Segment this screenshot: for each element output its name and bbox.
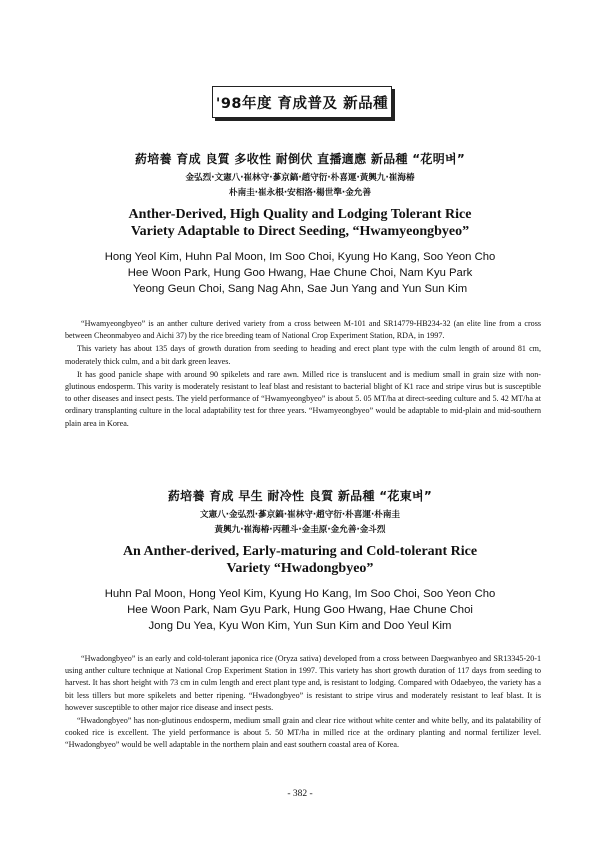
abstract-paragraph: “Hwamyeongbyeo” is an anther culture derived variety from a cross between M-101 and SR14779-HB234-32 (an elite line from a cross between Cheonmabyeo and Aichi 37) by the rice breeding team of National Crop Experiment Station, RDA, in 1997. <box>65 319 541 341</box>
cjk-author-line: 文憲八·金弘烈·蔘京鎬·崔林守·趙守衍·朴喜運·朴南圭 <box>199 510 401 520</box>
cjk-author-line: 黃興九·崔海椿·丙種斗·金圭原·金允善·金斗烈 <box>214 525 386 535</box>
english-title-line: An Anther-derived, Early-maturing and Cold-tolerant Rice <box>122 544 478 559</box>
cjk-author-line: 朴南圭·崔永根·安相洛·楊世準·金允善 <box>229 188 371 198</box>
english-title-line: Anther-Derived, High Quality and Lodging Tolerant Rice <box>128 207 472 222</box>
page-number: - 382 - <box>287 789 313 799</box>
article-1-abstract <box>65 318 541 431</box>
author-line: Hee Woon Park, Nam Gyu Park, Hung Goo Hwang, Hae Chune Choi <box>127 604 473 616</box>
article-2-header <box>0 487 600 634</box>
article-1-english-title <box>0 206 600 240</box>
page-title: '98年度 育成普及 新品種 <box>212 86 392 118</box>
author-line: Jong Du Yea, Kyu Won Kim, Yun Sun Kim and Doo Yeul Kim <box>148 620 452 632</box>
abstract-paragraph: “Hwadongbyeo” is an early and cold-tolerant japonica rice (Oryza sativa) developed from a cross between Daegwanbyeo and SR13345-20-1 using anther culture technique at National Crop Experiment Station in 1997. This variety has short growth duration of 117 days from seeding to harvest. It has short height with 73 cm in culm length and erect plant type and, is resistant to lodging. Compared with Odaebyeo, the variety has a bit less tillers but more spikelets and better ripening. “Hwadongbyeo” is resistant to stripe virus and moderately resistant to leaf blast. It is however susceptible to other major rice disease and insect pests. <box>65 654 541 712</box>
abstract-paragraph: This variety has about 135 days of growth duration from seeding to heading and erect plant type with the culm length of around 81 cm, moderately thick culm, and a bit dark green leaves. <box>65 344 541 366</box>
article-1-authors <box>0 249 600 297</box>
article-2-english-title <box>0 543 600 577</box>
cjk-author-line: 金弘烈·文憲八·崔林守·蔘京鎬·趙守衍·朴喜運·黃興九·崔海椿 <box>185 173 415 183</box>
article-2-authors <box>0 586 600 634</box>
abstract-paragraph: “Hwadongbyeo” has non-glutinous endosperm, medium small grain and clear rice without white center and white belly, and its palatability of cooked rice is excellent. The yield performance is about 5. 50 MT/ha in milled rice at the ordinary planting and normal fertilizer level. “Hwadongbyeo” would be well adaptable in the northern plain and east southern coastal area of Korea. <box>65 716 541 750</box>
article-2-cjk-authors <box>0 508 600 538</box>
english-title-line: Variety “Hwadongbyeo” <box>226 561 374 576</box>
author-line: Hee Woon Park, Hung Goo Hwang, Hae Chune Choi, Nam Kyu Park <box>127 267 473 279</box>
article-2-korean-title: 葯培養 育成 早生 耐冷性 良質 新品種 “花東벼” <box>167 489 433 503</box>
article-2-abstract <box>65 653 541 753</box>
article-1-header <box>0 150 600 297</box>
article-1-korean-title: 葯培養 育成 良質 多收性 耐倒伏 直播適應 新品種 “花明벼” <box>134 152 466 166</box>
article-1-cjk-authors <box>0 171 600 201</box>
abstract-paragraph: It has good panicle shape with around 90 spikelets and rare awn. Milled rice is translucent and is medium small in grain size with non-glutinous endosperm. This varity is moderately resistant to leaf blast and resistant to bacterial blight of K1 race and stripe virus but is susceptible to other diseases and insect pests. The yield performance of “Hwamyeongbyeo” is about 5. 05 MT/ha at direct-seeding culture and 5. 42 MT/ha at ordinary transplanting culture in the local adaptability test for three years. “Hwamyeongbyeo” would be adaptable to mid-plain and mid-southern plain area in Korea. <box>65 369 541 428</box>
english-title-line: Variety Adaptable to Direct Seeding, “Hwamyeongbyeo” <box>130 224 470 239</box>
author-line: Hong Yeol Kim, Huhn Pal Moon, Im Soo Choi, Kyung Ho Kang, Soo Yeon Cho <box>104 251 496 263</box>
author-line: Huhn Pal Moon, Hong Yeol Kim, Kyung Ho Kang, Im Soo Choi, Soo Yeon Cho <box>104 588 496 600</box>
author-line: Yeong Geun Choi, Sang Nag Ahn, Sae Jun Yang and Yun Sun Kim <box>132 283 468 295</box>
